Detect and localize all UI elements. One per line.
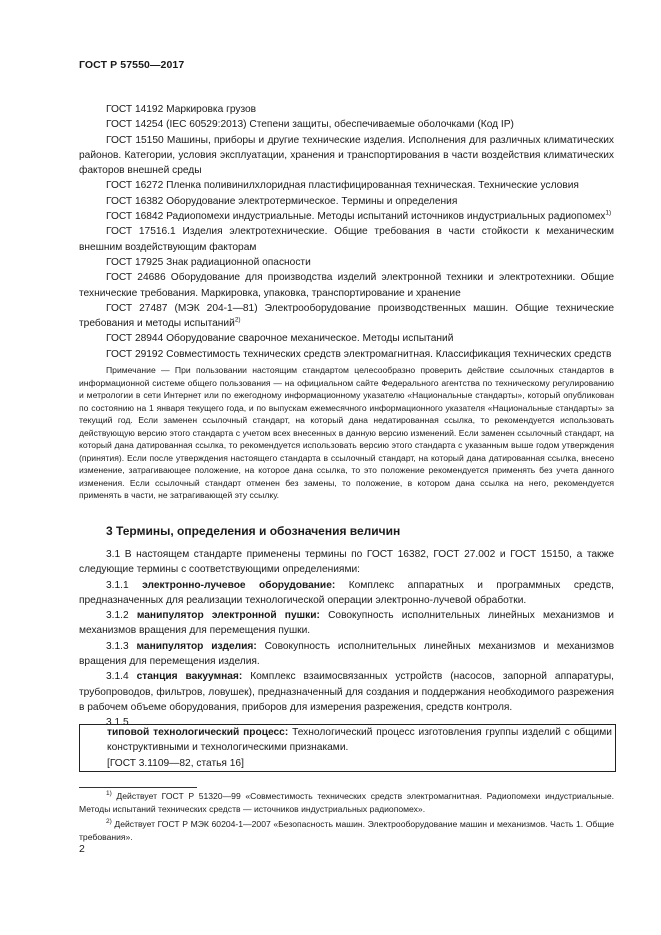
footnotes — [79, 790, 614, 847]
footnote: $^{1)}$ Действует ГОСТ Р 51320—99 «Совместимость технических средств электромагнитная. Радиопомехи индустриальные. Методы испытаний технических средств — источников индустриальных радиопомех». — [79, 790, 615, 814]
reference-item: ГОСТ 14192 Маркировка грузов — [106, 104, 257, 115]
terms-intro: 3.1 В настоящем стандарте применены термины по ГОСТ 16382, ГОСТ 27.002 и ГОСТ 15150, а также следующие термины с соответствующими определениями: — [79, 549, 614, 576]
term-name: манипулятор электронной пушки: — [136, 610, 320, 622]
reference-item: ГОСТ 15150 Машины, приборы и другие технические изделия. Исполнения для различных климатических районов. Категории, условия эксплуатации, хранения и транспортирования в части воздействия климатических факторов внешней среды — [79, 134, 614, 177]
term-entry — [79, 639, 614, 670]
term-name: станция вакуумная: — [136, 671, 243, 683]
term-definition: Комплекс взаимосвязанных устройств (насосов, запорной аппаратуры, трубопроводов, фильтров, ловушек), предназначенный для создания и поддержания необходимого разрежения в рабочем объеме оборудования, приборов для измерения разрежения, средств контроля. — [79, 671, 614, 713]
page-number: 2 — [79, 843, 85, 855]
footnote-divider — [79, 787, 197, 788]
references-note: Примечание — При пользовании настоящим стандартом целесообразно проверить действие ссылочных стандартов в информационной системе общего пользования — на официальном сайте Федерального агентства по техническому регулированию и метрологии в сети Интернет или по ежегодному информационному указателю «Национальные стандарты», который опубликован по состоянию на 1 января текущего года, и по выпускам ежемесячного информационного указателя «Национальные стандарты» за текущий год. Если заменен ссылочный стандарт, на который дана недатированная ссылка, то рекомендуется использовать действующую версию этого стандарта с учетом всех внесенных в данную версию изменений. Если заменен ссылочный стандарт, на который дана датированная ссылка, то рекомендуется использовать версию этого стандарта с указанным выше годом утверждения (принятия). Если после утверждения настоящего стандарта в ссылочный стандарт, на который дана датированная ссылка, внесено изменение, затрагивающее положение, на которое дана ссылка, то это положение рекомендуется применять без учета данного изменения. Если ссылочный стандарт отменен без замены, то положение, в котором дана ссылка на него, рекомендуется применять в части, не затрагивающей эту ссылку. — [79, 365, 614, 500]
term-source: [ГОСТ 3.1109—82, статья 16] — [107, 757, 244, 769]
term-definition: Совокупность исполнительных линейных механизмов и механизмов вращения для перемещения изделия. — [79, 640, 615, 668]
document-header: ГОСТ Р 57550—2017 — [79, 59, 185, 71]
reference-item: ГОСТ 17925 Знак радиационной опасности — [106, 256, 311, 268]
reference-item: ГОСТ 14254 (IEC 60529:2013) Степени защиты, обеспечиваемые оболочками (Код IP) — [106, 119, 514, 131]
footnote-ref: 2) — [234, 316, 241, 324]
reference-item: ГОСТ 27487 (МЭК 204-1—81) Электрооборудование производственных машин. Общие технические требования и методы испытаний$^{2)}$ — [79, 302, 614, 330]
footnote-mark: 2) — [106, 818, 112, 826]
reference-item: ГОСТ 16272 Пленка поливинилхлоридная пластифицированная техническая. Технические условия — [106, 180, 579, 192]
term-number: 3.1.3 — [106, 640, 129, 652]
term-number: 3.1.2 — [106, 610, 129, 622]
term-definition: Совокупность исполнительных линейных механизмов и механизмов вращения для перемещения пушки. — [79, 610, 614, 637]
footnote: $^{2)}$ Действует ГОСТ Р МЭК 60204-1—2007 «Безопасность машин. Электрооборудование машин и механизмов. Часть 1. Общие требования». — [79, 818, 614, 843]
footnote-mark: 1) — [106, 790, 112, 798]
reference-item: ГОСТ 24686 Оборудование для производства изделий электронной техники и электротехники. Общие технические требования. Маркировка, упаковка, транспортирование и хранение — [79, 272, 614, 299]
term-number: 3.1.4 — [106, 671, 129, 683]
reference-item: ГОСТ 29192 Совместимость технических средств электромагнитная. Классификация технических средств — [106, 348, 612, 360]
term-name: электронно-лучевое оборудование: — [142, 579, 336, 591]
reference-item: ГОСТ 17516.1 Изделия электротехнические. Общие требования в части стойкости к механическим внешним воздействующим факторам — [79, 226, 614, 253]
reference-item: ГОСТ 16382 Оборудование электротермическое. Термины и определения — [106, 195, 458, 207]
normative-references-list — [79, 102, 614, 362]
term-number: 3.1.1 — [106, 579, 129, 591]
section-heading: 3 Термины, определения и обозначения величин — [106, 524, 401, 538]
reference-item: ГОСТ 16842 Радиопомехи индустриальные. Методы испытаний источников индустриальных радиопомех$^{1)}$ — [106, 209, 612, 223]
term-name: типовой технологический процесс: — [107, 727, 289, 738]
term-number-standalone: 3.1.5 — [106, 717, 129, 729]
term-entry — [79, 608, 614, 639]
term-definition: Комплекс аппаратных и программных средств, предназначенных для реализации технологической операции электронно-лучевой обработки. — [79, 579, 614, 606]
boxed-term — [79, 724, 616, 772]
term-name: манипулятор изделия: — [136, 640, 257, 652]
term-entry — [79, 578, 614, 609]
footnote-ref: 1) — [605, 209, 612, 217]
term-entry — [79, 669, 614, 715]
term-definition: Технологический процесс изготовления группы изделий с общими конструктивными и технологическими признаками. — [107, 727, 612, 754]
reference-item: ГОСТ 28944 Оборудование сварочное механическое. Методы испытаний — [106, 333, 454, 345]
terms-list — [79, 547, 614, 731]
